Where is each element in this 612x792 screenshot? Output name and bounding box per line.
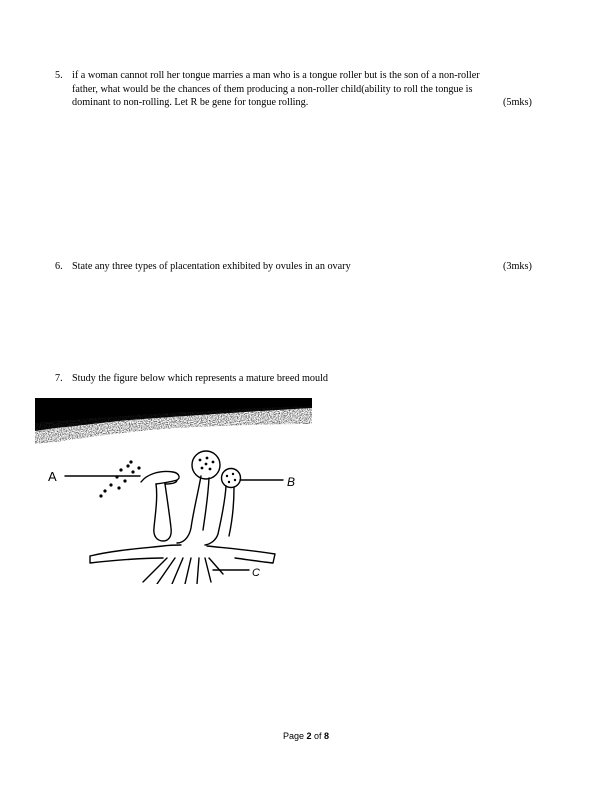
question-text: [72, 372, 495, 386]
label-c: C: [252, 567, 260, 579]
sporangiophore-right: [205, 486, 234, 545]
footer-total-pages: 8: [324, 731, 330, 741]
question-number: 7.: [55, 373, 63, 384]
question-line: father, what would be the chances of them producing a non-roller child(ability to roll the tongue is: [72, 83, 473, 95]
question-6-marks: (3mks): [503, 261, 532, 272]
question-7: [55, 372, 495, 386]
question-line: dominant to non-rolling. Let R be gene for tongue rolling.: [72, 97, 309, 109]
apophysis-left: [141, 471, 179, 484]
label-b: B: [287, 475, 296, 489]
bread-mould-figure: [35, 398, 312, 584]
question-text: [72, 260, 495, 274]
sporangium-right: [222, 469, 241, 488]
question-5-marks: (5mks): [503, 97, 532, 108]
sporangiophore-middle: [177, 476, 209, 543]
question-5: [55, 69, 560, 110]
sporangiophore-left: [154, 484, 171, 541]
rhizoids: [143, 558, 223, 584]
question-line: if a woman cannot roll her tongue marries a man who is a tongue roller but is the son of a non-roller: [72, 70, 480, 81]
label-a: A: [48, 469, 57, 484]
question-6: [55, 260, 495, 274]
footer-current-page: 2: [306, 731, 312, 741]
question-line: State any three types of placentation exhibited by ovules in an ovary: [72, 261, 351, 272]
question-text: [72, 69, 560, 110]
footer-prefix: Page: [282, 731, 307, 741]
question-number: 5.: [55, 70, 63, 81]
question-line: Study the figure below which represents a mature breed mould: [72, 373, 329, 384]
bread-mould-drawing: [35, 398, 312, 584]
page-footer: [0, 731, 612, 741]
spores: [99, 460, 140, 497]
question-number: 6.: [55, 261, 63, 272]
footer-middle: of: [311, 731, 325, 741]
